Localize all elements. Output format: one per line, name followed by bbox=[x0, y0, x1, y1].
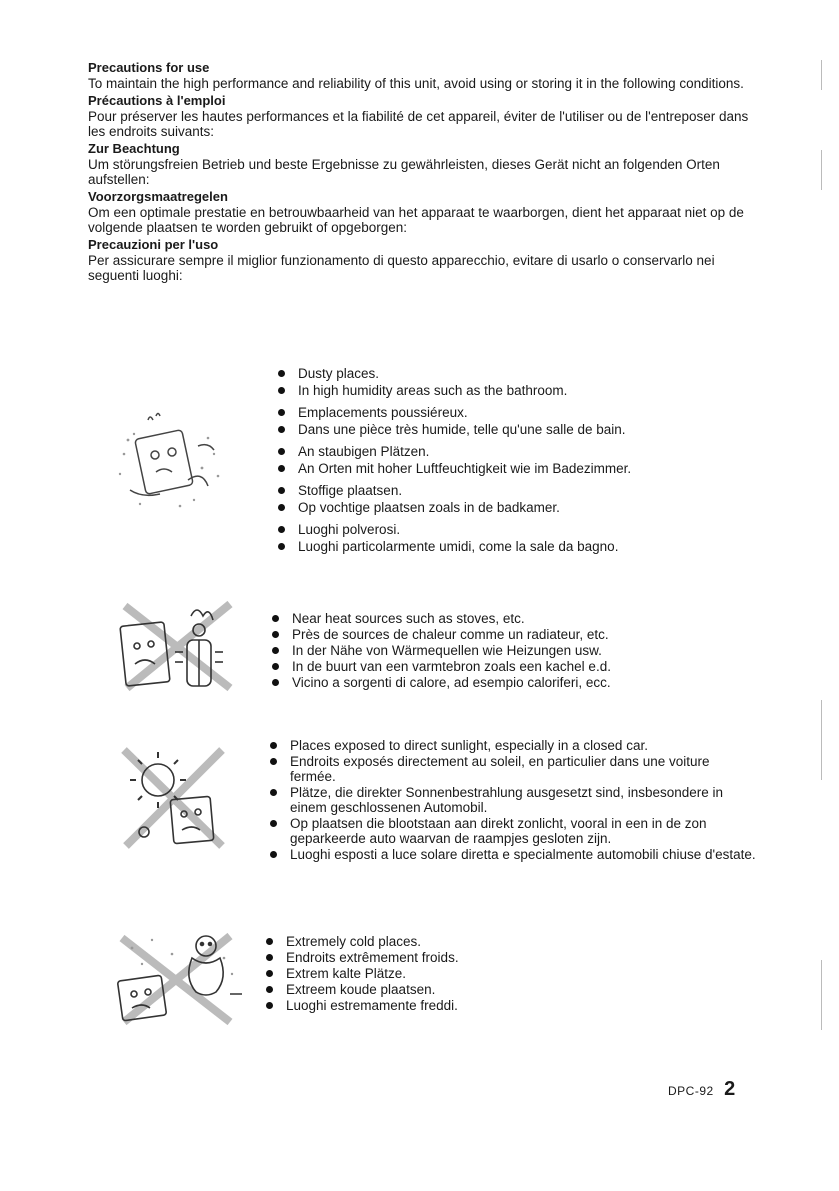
section-heat-sources bbox=[270, 611, 611, 691]
list-item: An Orten mit hoher Luftfeuchtigkeit wie im Badezimmer. bbox=[276, 461, 631, 476]
list-item: Plätze, die direkter Sonnenbestrahlung ausgesetzt sind, insbesondere in einem geschlossenen Automobil. bbox=[268, 785, 758, 815]
list-item: In high humidity areas such as the bathroom. bbox=[276, 383, 631, 398]
dusty-humid-list bbox=[276, 366, 631, 554]
heading-german: Zur Beachtung bbox=[88, 141, 180, 156]
page-number: 2 bbox=[724, 1078, 736, 1100]
text-italian: Per assicurare sempre il miglior funzionamento di questo apparecchio, evitare di usarlo o conservarlo nei seguenti luoghi: bbox=[88, 253, 715, 283]
text-english: To maintain the high performance and reliability of this unit, avoid using or storing it in the following conditions. bbox=[88, 76, 744, 91]
list-item: Op plaatsen die blootstaan aan direkt zonlicht, vooral in een in de zon geparkeerde auto waarvan de raampjes gesloten zijn. bbox=[268, 816, 758, 846]
page-footer bbox=[668, 1078, 735, 1101]
text-french: Pour préserver les hautes performances et la fiabilité de cet appareil, éviter de l'utiliser ou de l'entreposer dans les endroits suivants: bbox=[88, 109, 749, 139]
direct-sunlight-list bbox=[268, 738, 758, 862]
intro-dutch bbox=[88, 189, 768, 235]
list-item: Dans une pièce très humide, telle qu'une salle de bain. bbox=[276, 422, 631, 437]
list-item: Luoghi particolarmente umidi, come la sale da bagno. bbox=[276, 539, 631, 554]
heat-sources-list bbox=[270, 611, 611, 690]
list-item: In der Nähe von Wärmequellen wie Heizungen usw. bbox=[270, 643, 611, 658]
scan-edge-mark bbox=[821, 700, 822, 780]
list-item: Luoghi polverosi. bbox=[276, 522, 631, 537]
dusty-humid-device-illustration bbox=[110, 410, 235, 522]
list-item: Extremely cold places. bbox=[264, 934, 459, 949]
list-item: Luoghi estremamente freddi. bbox=[264, 998, 459, 1013]
list-item: Endroits extrêmement froids. bbox=[264, 950, 459, 965]
cold-place-device-illustration bbox=[112, 928, 242, 1028]
intro-precautions bbox=[88, 60, 768, 285]
list-item: An staubigen Plätzen. bbox=[276, 444, 631, 459]
intro-english bbox=[88, 60, 768, 91]
section-dusty-humid bbox=[276, 366, 631, 556]
heading-italian: Precauzioni per l'uso bbox=[88, 237, 219, 252]
list-item: Extreem koude plaatsen. bbox=[264, 982, 459, 997]
heading-dutch: Voorzorgsmaatregelen bbox=[88, 189, 228, 204]
list-item: Luoghi esposti a luce solare diretta e specialmente automobili chiuse d'estate. bbox=[268, 847, 758, 862]
list-item: Emplacements poussiéreux. bbox=[276, 405, 631, 420]
model-number: DPC-92 bbox=[668, 1084, 714, 1098]
list-item: Extrem kalte Plätze. bbox=[264, 966, 459, 981]
text-german: Um störungsfreien Betrieb und beste Ergebnisse zu gewährleisten, dieses Gerät nicht an folgenden Orten aufstellen: bbox=[88, 157, 720, 187]
intro-italian bbox=[88, 237, 768, 283]
section-extremely-cold bbox=[264, 934, 459, 1014]
extremely-cold-list bbox=[264, 934, 459, 1013]
list-item: Stoffige plaatsen. bbox=[276, 483, 631, 498]
intro-french bbox=[88, 93, 768, 139]
list-item: In de buurt van een varmtebron zoals een kachel e.d. bbox=[270, 659, 611, 674]
list-item: Op vochtige plaatsen zoals in de badkamer. bbox=[276, 500, 631, 515]
list-item: Near heat sources such as stoves, etc. bbox=[270, 611, 611, 626]
heat-source-device-illustration bbox=[115, 596, 240, 696]
scan-edge-mark bbox=[821, 60, 822, 90]
section-direct-sunlight bbox=[268, 738, 758, 863]
list-item: Dusty places. bbox=[276, 366, 631, 381]
scan-edge-mark bbox=[821, 150, 822, 190]
list-item: Vicino a sorgenti di calore, ad esempio caloriferi, ecc. bbox=[270, 675, 611, 690]
list-item: Près de sources de chaleur comme un radiateur, etc. bbox=[270, 627, 611, 642]
list-item: Endroits exposés directement au soleil, en particulier dans une voiture fermée. bbox=[268, 754, 758, 784]
scan-edge-mark bbox=[821, 960, 822, 1030]
text-dutch: Om een optimale prestatie en betrouwbaarheid van het apparaat te waarborgen, dient het apparaat niet op de volgende plaatsen te worden gebruikt of opgeborgen: bbox=[88, 205, 744, 235]
heading-english: Precautions for use bbox=[88, 60, 210, 75]
heading-french: Précautions à l'emploi bbox=[88, 93, 226, 108]
list-item: Places exposed to direct sunlight, especially in a closed car. bbox=[268, 738, 758, 753]
sunlight-device-illustration bbox=[118, 742, 228, 854]
intro-german bbox=[88, 141, 768, 187]
